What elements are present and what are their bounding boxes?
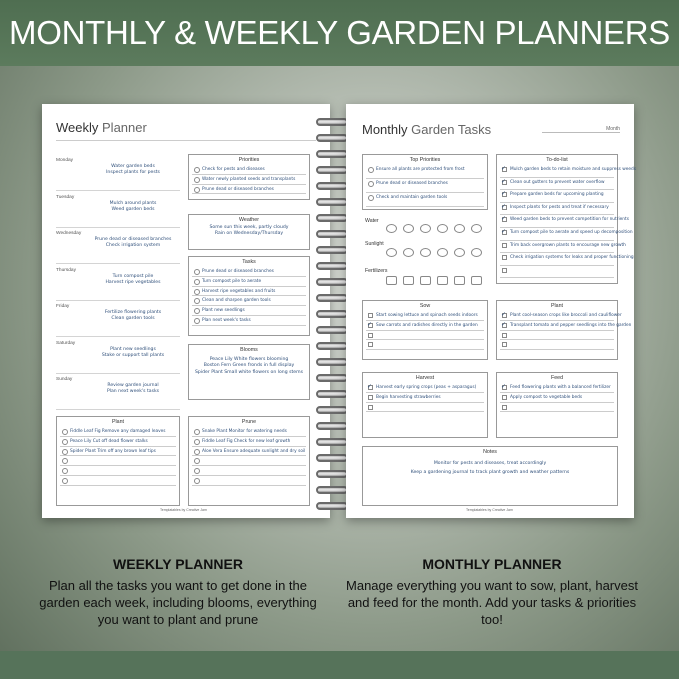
list-item: Check irrigation systems for leaks and proper functioning [500,253,614,266]
spiral-ring [316,150,348,158]
sun-icon [454,248,465,257]
list-item: ✓ Prepare garden beds for upcoming planting [500,190,614,203]
prune-box [188,416,310,506]
list-item: ✓ Transplant tomato and pepper seedlings into the garden [500,321,614,331]
fertilizers-label: Fertilizers [365,268,388,274]
sun-icon [471,248,482,257]
priorities-box [188,154,310,200]
spiral-ring [316,470,348,478]
harvest-box [362,372,488,438]
spiral-ring [316,166,348,174]
priorities-title: Priorities [238,157,260,163]
list-item: Fiddle Leaf Fig Check for new leaf growth [192,437,306,447]
day-divider [56,263,180,264]
list-item: Ensure all plants are protected from frost [366,165,484,179]
sow-list [366,311,484,350]
list-item: Trim back overgrown plants to encourage new growth [500,241,614,254]
spiral-ring [316,454,348,462]
bottom-band [0,651,679,679]
list-item [366,331,484,341]
spiral-ring [316,310,348,318]
list-item: ✓ Clean out gutters to prevent water overflow [500,178,614,191]
weather-title: Weather [239,217,259,223]
fertilizer-bag-icon [403,276,414,285]
list-item: Clean and sharpen garden tools [192,296,306,306]
tasks-title: Tasks [242,259,256,265]
monthly-title: Monthly Garden Tasks [362,122,492,137]
notes-text: Monitor for pests and diseases, treat accordingly Keep a gardening journal to track plant growth and weather patterns [410,461,570,475]
checkmark-icon: ✓ [501,383,507,390]
blooms-title: Blooms [240,347,258,353]
plant-month-box [496,300,632,360]
notes-title: Notes [483,449,497,455]
day-entry: Mulch around plants Weed garden beds [109,200,157,212]
day-label: Friday [56,304,70,309]
list-item: Peace Lily Cut off dead flower stalks [60,437,176,447]
list-item [500,266,614,279]
banner-title: MONTHLY & WEEKLY GARDEN PLANNERS [9,14,670,51]
month-field-label: Month [542,126,620,133]
list-item [500,331,614,341]
list-item: ✓ Turn compost pile to aerate and speed up decomposition [500,228,614,241]
plant-month-list [500,311,632,350]
spiral-ring [316,182,348,190]
blooms-box [188,344,310,400]
day-entry: Plant new seedlings Stake or support tall plants [101,346,165,358]
spiral-ring [316,422,348,430]
list-item [60,476,176,486]
notes-box [362,446,618,506]
list-item [60,466,176,476]
list-item: Start sowing lettuce and spinach seeds indoors [366,311,484,321]
watering-can-icon [471,224,482,233]
title-rule [56,140,316,141]
list-item: Spider Plant Trim off any brown leaf tips [60,447,176,457]
list-item: Prune dead or diseased branches [192,185,306,195]
spiral-ring [316,118,348,126]
spiral-ring [316,134,348,142]
watering-can-icon [403,224,414,233]
monthly-caption [342,556,642,628]
sow-box [362,300,488,360]
checkmark-icon: ✓ [501,177,507,185]
day-label: Tuesday [56,194,75,200]
day-label: Wednesday [56,231,82,236]
harvest-list [366,383,484,412]
list-item [60,456,176,466]
list-item: ✓ Mulch garden beds to retain moisture and suppress weeds [500,165,614,178]
day-label: Saturday [56,340,76,346]
list-item: Check for pests and diseases [192,165,306,175]
priorities-list [192,165,306,194]
list-item: ✓ Plant cool-season crops like broccoli and cauliflower [500,311,614,321]
weekly-planner-page [42,104,330,518]
list-item: ✓ Feed flowering plants with a balanced fertilizer [500,383,614,393]
list-item: Turn compost pile to aerate [192,277,306,287]
list-item [192,466,306,476]
feed-box [496,372,618,438]
spiral-ring [316,390,348,398]
list-item: Begin harvesting strawberries [366,393,484,403]
list-item: ✓ Sow carrots and radishes directly in the garden [366,321,484,331]
spiral-ring [316,358,348,366]
day-label: Thursday [56,267,76,273]
list-item: Plan next week's tasks [192,316,306,326]
day-label: Sunday [56,377,73,382]
checkmark-icon: ✓ [501,320,507,328]
watering-can-icon [437,224,448,233]
list-item: ✓ Weed garden beds to prevent competition for nutrients [500,215,614,228]
page-footer: Templatables by Creative Jam [160,508,207,512]
top-priorities-title: Top Priorities [409,157,441,163]
list-item: Harvest ripe vegetables and fruits [192,287,306,297]
sun-icon [403,248,414,257]
list-item: ✓ Inspect plants for pests and treat if necessary [500,203,614,216]
monthly-caption-text: Manage everything you want to sow, plant, harvest and feed for the month. Add your tasks & priorities too! [346,578,638,627]
spiral-ring [316,438,348,446]
weekly-caption [28,556,328,628]
list-item: ✓ Harvest early spring crops (peas + asparagus) [366,383,484,393]
list-item [366,403,484,413]
day-divider [56,409,180,410]
day-entry: Turn compost pile Harvest ripe vegetables [105,273,161,285]
spiral-ring [316,326,348,334]
list-item: Apply compost to vegetable beds [500,393,614,403]
list-item: Prune dead or diseased branches [192,267,306,277]
blooms-text: Peace Lily White flowers blooming Boston Fern Green fronds in full display Spider Plant Small white flowers on long stems [195,357,303,375]
watering-can-icon [420,224,431,233]
list-item [500,403,614,413]
checkmark-icon: ✓ [367,383,373,390]
checkmark-icon: ✓ [501,202,507,210]
day-label: Monday [56,158,74,163]
weekly-title: Weekly Planner [56,120,147,135]
prune-list [192,427,306,486]
water-label: Water [365,218,379,224]
checkmark-icon: ✓ [367,320,373,328]
weekly-caption-text: Plan all the tasks you want to get done in the garden each week, including blooms, everything you want to plant and prune [39,578,317,627]
fertilizer-bag-icon [471,276,482,285]
list-item [500,340,614,350]
list-item: Prune dead or diseased branches [366,179,484,193]
watering-can-icon [386,224,397,233]
weekly-caption-title: WEEKLY PLANNER [113,556,243,572]
day-entry: Water garden beds Inspect plants for pests [106,164,160,176]
plant-month-title: Plant [550,303,564,309]
list-item: Water newly planted seeds and transplants [192,175,306,185]
fertilizer-bag-icon [386,276,397,285]
plant-box [56,416,180,506]
checkmark-icon: ✓ [501,227,507,235]
spiral-ring [316,342,348,350]
checkmark-icon: ✓ [501,311,507,318]
list-item: Check and maintain garden tools [366,193,484,207]
list-item [366,340,484,350]
spiral-ring [316,262,348,270]
list-item: Aloe Vera Ensure adequate sunlight and dry soil [192,447,306,457]
plant-list [60,427,176,486]
day-divider [56,373,180,374]
top-priorities-box [362,154,488,210]
sunlight-label: Sunlight [365,241,384,247]
list-item: Plant new seedlings [192,306,306,316]
spiral-ring [316,246,348,254]
monthly-planner-page [346,104,637,518]
day-divider [56,190,180,191]
list-item [192,476,306,486]
spiral-ring [316,214,348,222]
checkmark-icon: ✓ [501,215,507,223]
spiral-ring [316,374,348,382]
spiral-ring [316,198,348,206]
day-entry: Fertilize flowering plants Clean garden tools [104,310,162,322]
feed-title: Feed [550,375,564,381]
fertilizer-bag-icon [437,276,448,285]
plant-title: Plant [111,419,125,425]
list-item: Fiddle Leaf Fig Remove any damaged leaves [60,427,176,437]
day-entry: Review garden journal Plan next week's tasks [106,383,160,395]
spiral-ring [316,406,348,414]
todo-title: To-do-list [546,157,568,163]
weather-text: Some sun this week, partly cloudy Rain on Wednesday/Thursday [209,225,289,237]
day-divider [56,227,180,228]
sow-title: Sow [419,303,431,309]
prune-title: Prune [241,419,257,425]
feed-list [500,383,614,412]
spiral-ring [316,486,348,494]
sun-icon [420,248,431,257]
day-divider [56,300,180,301]
watering-can-icon [454,224,465,233]
spiral-ring [316,294,348,302]
spiral-ring [316,278,348,286]
harvest-title: Harvest [415,375,435,381]
top-priorities-list [366,165,484,207]
fertilizer-bag-icon [454,276,465,285]
day-entry: Prune dead or diseased branches Check irrigation system [94,237,172,249]
checkmark-icon: ✓ [501,190,507,198]
checkmark-icon: ✓ [501,165,507,172]
page-footer: Templatables by Creative Jam [466,508,513,512]
spiral-ring [316,502,348,510]
tasks-list [192,267,306,326]
fertilizer-bag-icon [420,276,431,285]
weather-box [188,214,310,250]
spiral-ring [316,230,348,238]
list-item [192,456,306,466]
sun-icon [437,248,448,257]
list-item: Snake Plant Monitor for watering needs [192,427,306,437]
day-divider [56,336,180,337]
monthly-caption-title: MONTHLY PLANNER [422,556,562,572]
sun-icon [386,248,397,257]
tasks-box [188,256,310,336]
todo-box [496,154,637,284]
todo-list [500,165,637,278]
